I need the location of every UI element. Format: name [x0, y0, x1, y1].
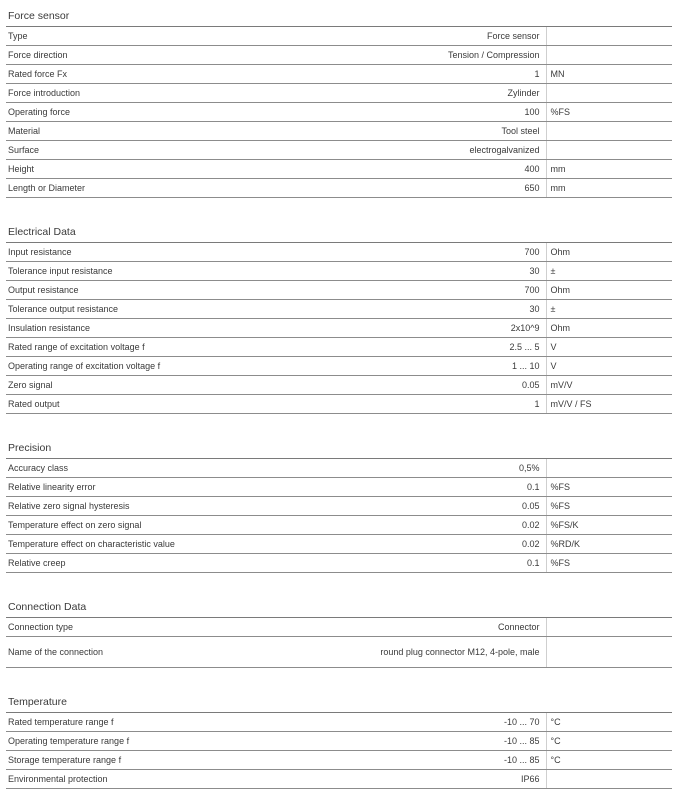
spec-section: [6, 690, 672, 789]
spec-value: 0.02: [306, 535, 546, 554]
spec-row: [6, 732, 672, 751]
spec-row: [6, 338, 672, 357]
section-title: Force sensor: [6, 4, 672, 27]
spec-value: 0.05: [306, 376, 546, 395]
spec-value: round plug connector M12, 4-pole, male: [306, 637, 546, 668]
spec-value: 700: [306, 243, 546, 262]
spec-value: 1 ... 10: [306, 357, 546, 376]
section-title: Temperature: [6, 690, 672, 713]
spec-label: Rated temperature range f: [6, 713, 306, 732]
spec-unit: [546, 459, 672, 478]
spec-value: 0.05: [306, 497, 546, 516]
spec-row: [6, 357, 672, 376]
spec-row: [6, 478, 672, 497]
spec-row: [6, 65, 672, 84]
spec-row: [6, 376, 672, 395]
spec-value: 400: [306, 160, 546, 179]
section-title: Precision: [6, 436, 672, 459]
spec-label: Force direction: [6, 46, 306, 65]
spec-table: [6, 27, 672, 198]
spec-row: [6, 281, 672, 300]
spec-value: IP66: [306, 770, 546, 789]
spec-row: [6, 459, 672, 478]
spec-value: 100: [306, 103, 546, 122]
spec-value: Connector: [306, 618, 546, 637]
spec-label: Accuracy class: [6, 459, 306, 478]
spec-unit: ±: [546, 300, 672, 319]
spec-row: [6, 618, 672, 637]
spec-unit: V: [546, 357, 672, 376]
spec-row: [6, 554, 672, 573]
spec-label: Material: [6, 122, 306, 141]
spec-value: 2.5 ... 5: [306, 338, 546, 357]
spec-unit: %FS: [546, 103, 672, 122]
spec-unit: Ohm: [546, 243, 672, 262]
spec-unit: [546, 27, 672, 46]
spec-label: Rated range of excitation voltage f: [6, 338, 306, 357]
spec-value: 650: [306, 179, 546, 198]
spec-unit: %RD/K: [546, 535, 672, 554]
spec-value: Tension / Compression: [306, 46, 546, 65]
spec-value: 30: [306, 300, 546, 319]
section-title: Connection Data: [6, 595, 672, 618]
spec-section: [6, 436, 672, 573]
spec-row: [6, 103, 672, 122]
spec-row: [6, 27, 672, 46]
spec-unit: V: [546, 338, 672, 357]
spec-label: Storage temperature range f: [6, 751, 306, 770]
spec-unit: %FS/K: [546, 516, 672, 535]
spec-label: Environmental protection: [6, 770, 306, 789]
spec-value: -10 ... 85: [306, 751, 546, 770]
spec-value: 1: [306, 395, 546, 414]
spec-row: [6, 770, 672, 789]
spec-unit: mV/V: [546, 376, 672, 395]
spec-table: [6, 243, 672, 414]
spec-label: Connection type: [6, 618, 306, 637]
spec-unit: Ohm: [546, 281, 672, 300]
spec-label: Force introduction: [6, 84, 306, 103]
spec-label: Zero signal: [6, 376, 306, 395]
spec-table: [6, 618, 672, 668]
spec-value: 0.1: [306, 478, 546, 497]
spec-value: 1: [306, 65, 546, 84]
spec-label: Temperature effect on zero signal: [6, 516, 306, 535]
spec-label: Relative zero signal hysteresis: [6, 497, 306, 516]
spec-unit: ±: [546, 262, 672, 281]
spec-label: Length or Diameter: [6, 179, 306, 198]
spec-row: [6, 141, 672, 160]
spec-label: Operating force: [6, 103, 306, 122]
spec-value: 0,5%: [306, 459, 546, 478]
spec-label: Relative creep: [6, 554, 306, 573]
spec-unit: °C: [546, 713, 672, 732]
spec-label: Insulation resistance: [6, 319, 306, 338]
spec-row: [6, 300, 672, 319]
spec-unit: mm: [546, 160, 672, 179]
spec-label: Output resistance: [6, 281, 306, 300]
spec-row: [6, 395, 672, 414]
spec-section: [6, 220, 672, 414]
spec-section: [6, 595, 672, 668]
spec-label: Tolerance input resistance: [6, 262, 306, 281]
spec-label: Rated output: [6, 395, 306, 414]
spec-unit: %FS: [546, 497, 672, 516]
spec-unit: [546, 46, 672, 65]
spec-value: -10 ... 70: [306, 713, 546, 732]
spec-unit: °C: [546, 751, 672, 770]
spec-label: Input resistance: [6, 243, 306, 262]
spec-label: Name of the connection: [6, 637, 306, 668]
spec-unit: mV/V / FS: [546, 395, 672, 414]
spec-unit: %FS: [546, 478, 672, 497]
spec-unit: %FS: [546, 554, 672, 573]
spec-label: Operating range of excitation voltage f: [6, 357, 306, 376]
spec-unit: Ohm: [546, 319, 672, 338]
spec-row: [6, 535, 672, 554]
spec-unit: [546, 637, 672, 668]
spec-table: [6, 713, 672, 789]
spec-value: 0.02: [306, 516, 546, 535]
spec-label: Height: [6, 160, 306, 179]
spec-value: 0.1: [306, 554, 546, 573]
spec-row: [6, 497, 672, 516]
spec-row: [6, 46, 672, 65]
spec-row: [6, 179, 672, 198]
spec-value: 30: [306, 262, 546, 281]
spec-value: -10 ... 85: [306, 732, 546, 751]
spec-table: [6, 459, 672, 573]
spec-row: [6, 319, 672, 338]
spec-value: 700: [306, 281, 546, 300]
spec-label: Tolerance output resistance: [6, 300, 306, 319]
spec-row: [6, 84, 672, 103]
spec-unit: [546, 122, 672, 141]
spec-label: Relative linearity error: [6, 478, 306, 497]
spec-section: [6, 4, 672, 198]
section-title: Electrical Data: [6, 220, 672, 243]
spec-label: Operating temperature range f: [6, 732, 306, 751]
spec-row: [6, 751, 672, 770]
spec-unit: mm: [546, 179, 672, 198]
spec-label: Type: [6, 27, 306, 46]
spec-unit: [546, 618, 672, 637]
spec-row: [6, 160, 672, 179]
spec-label: Rated force Fx: [6, 65, 306, 84]
spec-unit: [546, 141, 672, 160]
spec-value: Tool steel: [306, 122, 546, 141]
spec-row: [6, 262, 672, 281]
spec-value: electrogalvanized: [306, 141, 546, 160]
spec-row: [6, 243, 672, 262]
spec-value: Zylinder: [306, 84, 546, 103]
spec-unit: °C: [546, 732, 672, 751]
spec-unit: MN: [546, 65, 672, 84]
spec-label: Temperature effect on characteristic value: [6, 535, 306, 554]
spec-value: 2x10^9: [306, 319, 546, 338]
spec-unit: [546, 84, 672, 103]
spec-label: Surface: [6, 141, 306, 160]
spec-unit: [546, 770, 672, 789]
spec-value: Force sensor: [306, 27, 546, 46]
spec-row: [6, 637, 672, 668]
spec-row: [6, 516, 672, 535]
spec-row: [6, 713, 672, 732]
spec-row: [6, 122, 672, 141]
